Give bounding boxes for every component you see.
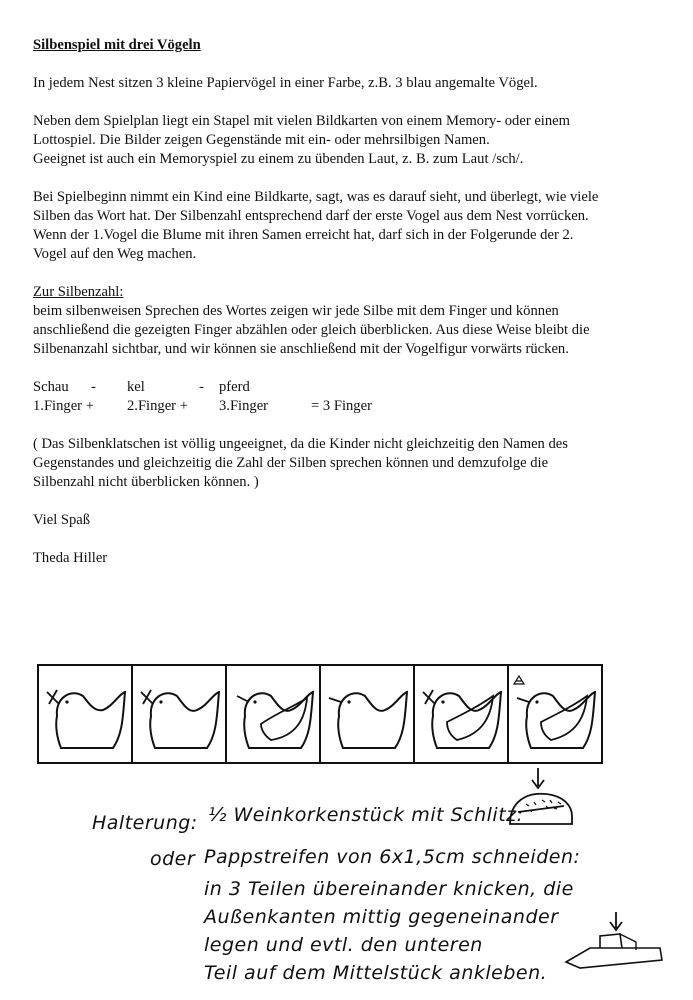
syllable-cell: Schau — [33, 379, 69, 395]
syllable-row — [33, 378, 372, 397]
bird-4-icon — [325, 674, 409, 758]
bird-cell-6 — [507, 666, 601, 762]
author-signature: Theda Hiller — [33, 550, 108, 566]
page-title: Silbenspiel mit drei Vögeln — [33, 37, 201, 53]
bird-strip — [37, 664, 603, 764]
text-line: ( Das Silbenklatschen ist völlig ungeeignet, da die Kinder nicht gleichzeitig den Namen des — [33, 436, 568, 452]
handwritten-line: Außenkanten mittig gegeneinander — [204, 906, 559, 928]
bird-1-icon — [43, 674, 127, 758]
text-line: Silbenzahl nicht überblicken können. ) — [33, 474, 259, 490]
text-line: beim silbenweisen Sprechen des Wortes zeigen wir jede Silbe mit dem Finger und können — [33, 303, 559, 319]
finger-cell: 3.Finger — [219, 398, 269, 414]
bird-6-icon — [513, 674, 597, 758]
bird-2-icon — [137, 674, 221, 758]
text-line: Wenn der 1.Vogel die Blume mit ihren Samen erreicht hat, darf sich in der Folgerunde der 2. — [33, 227, 574, 243]
paragraph-cards — [33, 112, 663, 169]
handwritten-line: legen und evtl. den unteren — [204, 934, 483, 956]
paragraph-clapping-note — [33, 435, 663, 492]
bird-cell-4 — [319, 666, 413, 762]
syllable-cell: pferd — [219, 379, 250, 395]
cork-holder-sketch — [502, 766, 578, 832]
syllable-cell: - — [199, 379, 204, 395]
text-line: Geeignet ist auch ein Memoryspiel zu einem zu übenden Laut, z. B. zum Laut /sch/. — [33, 151, 524, 167]
handwritten-label: Halterung: — [92, 812, 198, 834]
paragraph-syllable-count — [33, 283, 663, 359]
syllable-cell: - — [91, 379, 96, 395]
paragraph-game-start — [33, 188, 663, 264]
text-line: Bei Spielbeginn nimmt ein Kind eine Bildkarte, sagt, was es darauf sieht, und überlegt, wie viele — [33, 189, 599, 205]
syllable-cell — [311, 378, 372, 397]
section-heading: Zur Silbenzahl: — [33, 284, 124, 300]
bird-3-icon — [231, 674, 315, 758]
text-line: Silben das Wort hat. Der Silbenzahl entsprechend darf der erste Vogel aus dem Nest vorrücken. — [33, 208, 589, 224]
stamp-mark-icon — [513, 674, 525, 686]
text-line: anschließend die gezeigten Finger abzählen oder gleich überblicken. Aus diese Weise bleibt die — [33, 322, 590, 338]
closing: Viel Spaß — [33, 512, 91, 528]
syllable-example — [33, 378, 372, 416]
text-line: In jedem Nest sitzen 3 kleine Papiervögel in einer Farbe, z.B. 3 blau angemalte Vögel. — [33, 75, 538, 91]
syllable-cell: kel — [127, 379, 145, 395]
text-line: Lottospiel. Die Bilder zeigen Gegenstände mit ein- oder mehrsilbigen Namen. — [33, 132, 490, 148]
handwritten-line: Teil auf dem Mittelstück ankleben. — [204, 962, 548, 984]
bird-cell-5 — [413, 666, 507, 762]
text-line: Vogel auf den Weg machen. — [33, 246, 197, 262]
finger-cell: 1.Finger + — [33, 398, 94, 414]
paragraph-nest — [33, 74, 663, 93]
folded-strip-sketch — [560, 910, 670, 976]
bird-cell-1 — [39, 666, 131, 762]
text-line: Neben dem Spielplan liegt ein Stapel mit vielen Bildkarten von einem Memory- oder einem — [33, 113, 570, 129]
bird-5-icon — [419, 674, 503, 758]
handwritten-line: Pappstreifen von 6x1,5cm schneiden: — [204, 846, 581, 868]
finger-cell: 2.Finger + — [127, 398, 188, 414]
bird-cell-2 — [131, 666, 225, 762]
text-block — [33, 36, 663, 587]
handwritten-line: ½ Weinkorkenstück mit Schlitz: — [208, 804, 524, 826]
text-line: Silbenanzahl sichtbar, und wir können sie anschließend mit der Vogelfigur vorwärts rücken. — [33, 341, 569, 357]
text-line: Gegenstandes und gleichzeitig die Zahl der Silben sprechen können und demzufolge die — [33, 455, 549, 471]
finger-total: = 3 Finger — [311, 398, 372, 414]
handwritten-line: in 3 Teilen übereinander knicken, die — [204, 878, 574, 900]
handwritten-label: oder — [150, 848, 196, 870]
finger-row — [33, 397, 372, 416]
bird-cell-3 — [225, 666, 319, 762]
